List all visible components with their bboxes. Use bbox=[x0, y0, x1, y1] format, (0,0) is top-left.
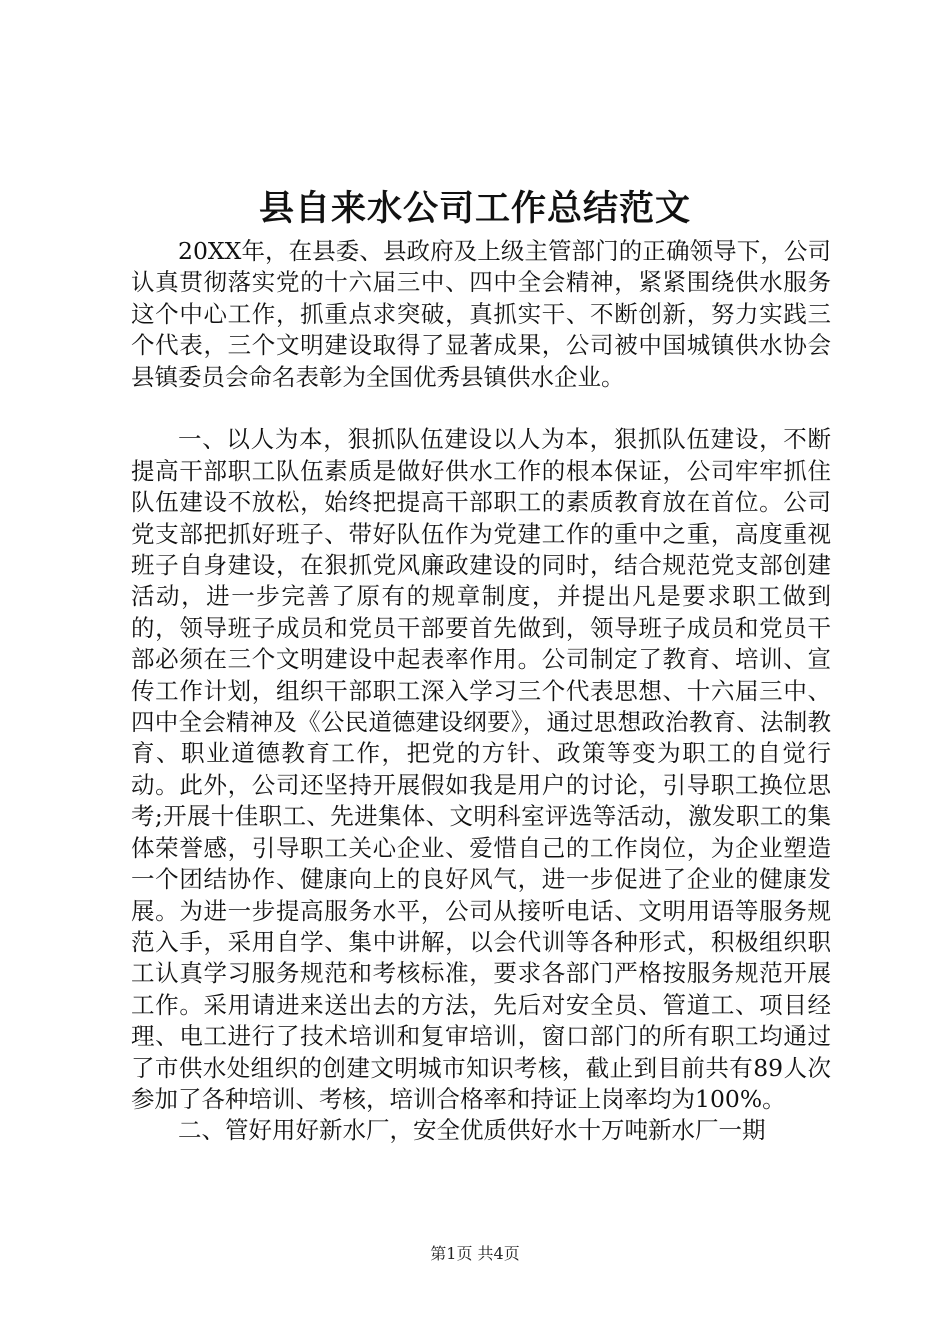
document-title: 县自来水公司工作总结范文 bbox=[258, 188, 691, 229]
page-number-footer: 第1页 共4页 bbox=[430, 1244, 520, 1263]
document-body bbox=[131, 236, 831, 1147]
paragraph-intro: 20XX年，在县委、县政府及上级主管部门的正确领导下，公司认真贯彻落实党的十六届三中、四中全会精神，紧紧围绕供水服务这个中心工作，抓重点求突破，真抓实干、不断创新，努力实践三个代表，三个文明建设取得了显著成果，公司被中国城镇供水协会县镇委员会命名表彰为全国优秀县镇供水企业。 bbox=[131, 237, 831, 391]
paragraph-section-1: 一、以人为本，狠抓队伍建设以人为本，狠抓队伍建设，不断提高干部职工队伍素质是做好供水工作的根本保证，公司牢牢抓住队伍建设不放松，始终把提高干部职工的素质教育放在首位。公司党支部把抓好班子、带好队伍作为党建工作的重中之重，高度重视班子自身建设，在狠抓党风廉政建设的同时，结合规范党支部创建活动，进一步完善了原有的规章制度，并提出凡是要求职工做到的，领导班子成员和党员干部要首先做到，领导班子成员和党员干部必须在三个文明建设中起表率作用。公司制定了教育、培训、宣传工作计划，组织干部职工深入学习三个代表思想、十六届三中、四中全会精神及《公民道德建设纲要》，通过思想政治教育、法制教育、职业道德教育工作，把党的方针、政策等变为职工的自觉行动。此外，公司还坚持开展假如我是用户的讨论，引导职工换位思考;开展十佳职工、先进集体、文明科室评选等活动，激发职工的集体荣誉感，引导职工关心企业、爱惜自己的工作岗位，为企业塑造一个团结协作、健康向上的良好风气，进一步促进了企业的健康发展。为进一步提高服务水平，公司从接听电话、文明用语等服务规范入手，采用自学、集中讲解，以会代训等各种形式，积极组织职工认真学习服务规范和考核标准，要求各部门严格按服务规范开展工作。采用请进来送出去的方法，先后对安全员、管道工、项目经理、电工进行了技术培训和复审培训，窗口部门的所有职工均通过了市供水处组织的创建文明城市知识考核，截止到目前共有89人次参加了各种培训、考核，培训合格率和持证上岗率均为100%。 bbox=[131, 425, 831, 1113]
paragraph-section-2: 二、管好用好新水厂，安全优质供好水十万吨新水厂一期 bbox=[178, 1116, 766, 1145]
